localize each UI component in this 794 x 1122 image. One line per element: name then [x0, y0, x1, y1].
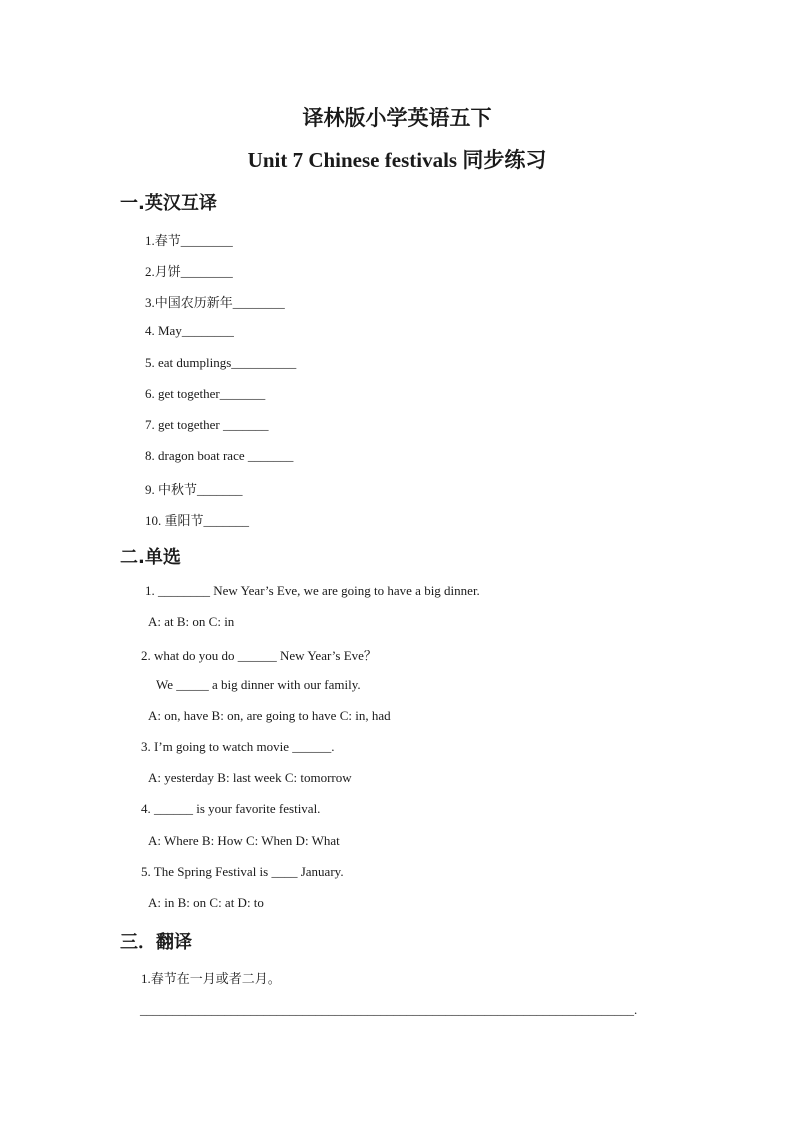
answer-line: ____________________________________________________________________________. [140, 1002, 638, 1017]
exercise-item-8: 8. dragon boat race _______ [145, 448, 294, 463]
section-heading-3: 三．翻译 [120, 932, 192, 953]
document-title: 译林版小学英语五下 [302, 106, 492, 130]
exercise-item-4: 4. May________ [145, 323, 234, 338]
exercise-item-1: 1.春节________ [145, 233, 233, 248]
question-1: 1. ________ New Year’s Eve, we are going to have a big dinner. [145, 583, 480, 598]
section-heading-2: 二.单选 [120, 547, 181, 568]
exercise-item-2: 2.月饼________ [145, 264, 233, 279]
question-4: 4. ______ is your favorite festival. [141, 801, 321, 816]
subtitle-chinese: 同步练习 [462, 148, 547, 172]
question-2-options: A: on, have B: on, are going to have C: in, had [148, 708, 391, 723]
document-subtitle [0, 144, 794, 174]
subtitle-english: Unit 7 Chinese festivals [247, 148, 463, 172]
question-4-options: A: Where B: How C: When D: What [148, 833, 340, 848]
question-5: 5. The Spring Festival is ____ January. [141, 864, 344, 879]
question-1-options: A: at B: on C: in [148, 614, 235, 629]
translation-question-1: 1.春节在一月或者二月。 [141, 971, 281, 986]
question-3-options: A: yesterday B: last week C: tomorrow [148, 770, 352, 785]
exercise-item-10: 10. 重阳节_______ [145, 513, 250, 528]
section-heading-1: 一.英汉互译 [120, 193, 217, 214]
exercise-item-3: 3.中国农历新年________ [145, 295, 285, 310]
question-2: 2. what do you do ______ New Year’s Eve？ [141, 648, 377, 663]
question-3: 3. I’m going to watch movie ______. [141, 739, 335, 754]
exercise-item-9: 9. 中秋节_______ [145, 482, 243, 497]
exercise-item-5: 5. eat dumplings__________ [145, 355, 297, 370]
exercise-item-7: 7. get together _______ [145, 417, 269, 432]
question-5-options: A: in B: on C: at D: to [148, 895, 264, 910]
question-2-line-2: We _____ a big dinner with our family. [156, 677, 361, 692]
exercise-item-6: 6. get together_______ [145, 386, 266, 401]
